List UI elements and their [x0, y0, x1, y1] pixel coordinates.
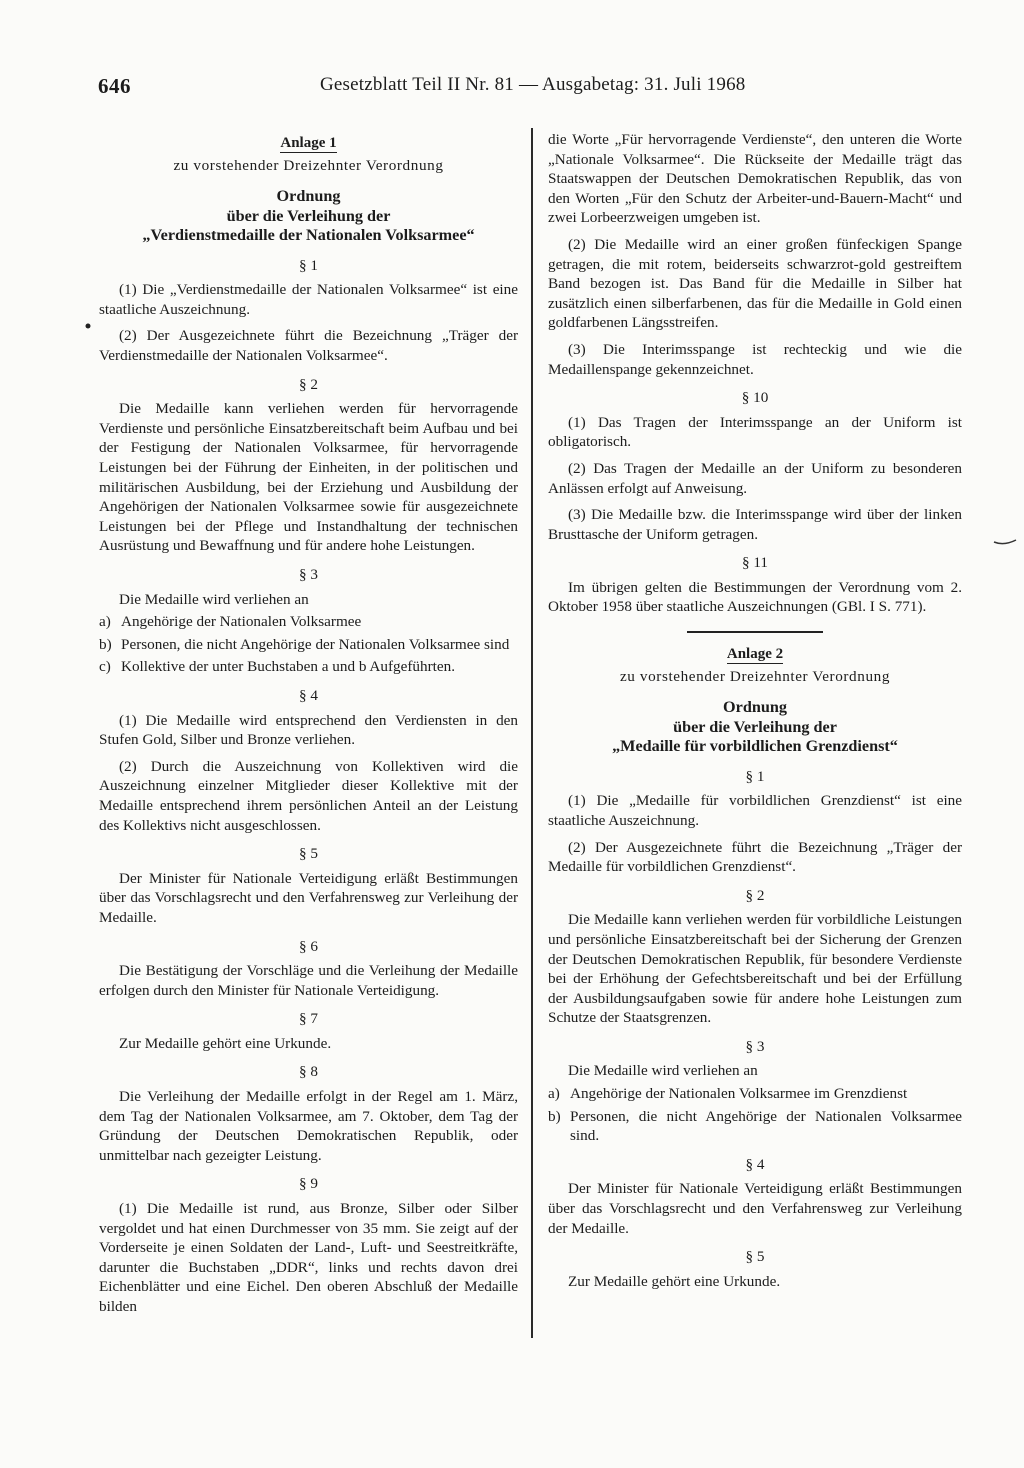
paragraph: (2) Der Ausgezeichnete führt die Bezeichnung „Träger der Verdienstmedaille der Nationalen Volksarmee“.	[99, 327, 518, 365]
page-header	[98, 74, 978, 104]
section-title: § 5	[299, 845, 318, 863]
anlage-2-heading: Anlage 2	[726, 646, 784, 663]
section-title: § 1	[299, 256, 318, 274]
paragraph: Die Bestätigung der Vorschläge und die Verleihung der Medaille erfolgen durch den Minister für Nationale Verteidigung.	[99, 962, 518, 999]
paragraph: (1) Die „Medaille für vorbildlichen Grenzdienst“ ist eine staatliche Auszeichnung.	[548, 792, 962, 829]
section-title: § 7	[299, 1010, 318, 1028]
anlage-1-heading: Anlage 1	[280, 135, 337, 151]
section-title: § 4	[745, 1155, 765, 1173]
paragraph: Die Medaille wird verliehen an	[119, 590, 309, 608]
anlage-1-subheading: zu vorstehender Dreizehnter Verordnung	[173, 156, 444, 174]
section-title: § 6	[299, 937, 318, 955]
section-title: § 10	[741, 389, 769, 407]
scan-dot-mark	[84, 322, 94, 332]
paragraph: (2) Der Ausgezeichnete führt die Bezeichnung „Träger der Medaille für vorbildlichen Grenzdienst“.	[548, 838, 962, 876]
section-title: § 2	[299, 375, 318, 393]
right-column	[548, 130, 962, 1298]
ordnung-2-title: Ordnung über die Verleihung der „Medaille für vorbildlichen Grenzdienst“	[612, 698, 898, 756]
section-title: § 9	[299, 1175, 318, 1193]
list-item: a) Angehörige der Nationalen Volksarmee im Grenzdienst	[548, 1085, 908, 1103]
ordnung-1-title: Ordnung über die Verleihung der „Verdienstmedaille der Nationalen Volksarmee“	[142, 187, 475, 245]
list-item: b) Personen, die nicht Angehörige der Nationalen Volksarmee sind.	[548, 1107, 962, 1145]
header-title: Gesetzblatt Teil II Nr. 81 — Ausgabetag: 31. Juli 1968	[320, 74, 746, 95]
column-divider	[531, 128, 533, 1338]
paragraph: (1) Die Medaille wird entsprechend den Verdiensten in den Stufen Gold, Silber und Bronze verliehen.	[99, 711, 518, 749]
paragraph: (3) Die Medaille bzw. die Interimsspange wird über der linken Brusttasche der Uniform getragen.	[548, 506, 962, 543]
paragraph: Zur Medaille gehört eine Urkunde.	[568, 1272, 781, 1290]
section-title: § 1	[745, 767, 765, 785]
paragraph: die Worte „Für hervorragende Verdienste“, den unteren die Worte „Nationale Volksarmee“. Die Rückseite der Medaille trägt das Staatswappen der Deutschen Demokratischen Republik, das von den Worten „Für den Schutz der Arbeiter-und-Bauern-Macht“ und zwei Lorbeerzweigen umgeben ist.	[548, 131, 962, 227]
section-title: § 5	[745, 1248, 765, 1266]
paragraph: (2) Durch die Auszeichnung von Kollektiven wird die Auszeichnung einzelner Mitglieder dieser Kollektive mit der Medaille entsprechend ihrem persönlichen Anteil an der Leistung des Kollektivs nicht ausgeschlossen.	[99, 757, 518, 834]
list-item: b) Personen, die nicht Angehörige der Nationalen Volksarmee sind	[99, 635, 510, 653]
paragraph: Zur Medaille gehört eine Urkunde.	[119, 1034, 332, 1052]
scan-stroke-mark	[992, 536, 1018, 548]
paragraph: Die Medaille wird verliehen an	[568, 1062, 758, 1080]
paragraph: (1) Die „Verdienstmedaille der Nationalen Volksarmee“ ist eine staatliche Auszeichnung.	[99, 281, 518, 318]
section-separator	[687, 631, 823, 633]
paragraph: (1) Die Medaille ist rund, aus Bronze, Silber oder Silber vergoldet und hat einen Durchmesser von 35 mm. Sie zeigt auf der Vorderseite je einen Soldaten der Land-, Luft- und Seestreitkräfte, darunter die Buchstaben „DDR“, links und rechts davon drei Eichenblätter und eine Eichel. Den oberen Abschluß der Medaille bilden	[99, 1200, 518, 1315]
section-title: § 3	[299, 566, 318, 583]
section-title: § 2	[745, 886, 765, 904]
page-number: 646	[98, 74, 131, 98]
paragraph: Die Verleihung der Medaille erfolgt in der Regel am 1. März, dem Tag der Nationalen Volksarmee, am 7. Oktober, dem Tag der Gründung der Deutschen Demokratischen Republik, oder unmittelbar nach gezeigter Leistung.	[99, 1088, 518, 1164]
section-title: § 4	[299, 686, 318, 704]
paragraph: (2) Die Medaille wird an einer großen fünfeckigen Spange getragen, die mit rotem, beiderseits schwarzrot-gold gestreiftem Band bezogen ist. Das Band für die Medaille in Silber hat zusätzlich einen silberfarbenen, das für die Medaille in Gold einen goldfarbenen Längsstreifen.	[548, 235, 962, 332]
list-item: c) Kollektive der unter Buchstaben a und b Aufgeführten.	[99, 658, 456, 676]
paragraph: Der Minister für Nationale Verteidigung erläßt Bestimmungen über das Vorschlagsrecht und den Verfahrensweg zur Verleihung der Medaille.	[548, 1180, 962, 1237]
paragraph: Der Minister für Nationale Verteidigung erläßt Bestimmungen über das Vorschlagsrecht und den Verfahrensweg zur Verleihung der Medaille.	[99, 869, 518, 926]
paragraph: Die Medaille kann verliehen werden für vorbildliche Leistungen und persönliche Einsatzbereitschaft bei der Sicherung der Grenzen der Deutschen Demokratischen Republik, für besondere Verdienste bei der Erhöhung der Gefechtsbereitschaft und bei der Erfüllung der Ausbildungsaufgaben sowie für andere hohe Leistungen zum Schutze der Staatsgrenzen.	[548, 911, 962, 1027]
section-title: § 3	[745, 1037, 765, 1055]
section-title: § 8	[299, 1063, 318, 1081]
left-column	[99, 130, 518, 1324]
paragraph: (3) Die Interimsspange ist rechteckig und wie die Medaillenspange gekennzeichnet.	[548, 340, 962, 378]
list-item: a) Angehörige der Nationalen Volksarmee	[99, 613, 362, 631]
anlage-2-subheading: zu vorstehender Dreizehnter Verordnung	[619, 667, 891, 685]
paragraph: (1) Das Tragen der Interimsspange an der Uniform ist obligatorisch.	[548, 413, 962, 451]
paragraph: (2) Das Tragen der Medaille an der Uniform zu besonderen Anlässen erfolgt auf Anweisung.	[548, 459, 962, 497]
paragraph: Die Medaille kann verliehen werden für hervorragende Verdienste und persönliche Einsatzbereitschaft beim Aufbau und bei der Festigung der Nationalen Volksarmee, für hervorragende Leistungen bei der Führung der Einheiten, in der politischen und militärischen Ausbildung, bei der Erziehung und Ausbildung der Angehörigen der Nationalen Volksarmee sowie für ausgezeichnete Leistungen bei der Pflege und Instandhaltung der technischen Ausrüstung und Bewaffnung und für andere hohe Leistungen.	[99, 400, 518, 555]
section-title: § 11	[741, 554, 768, 572]
paragraph: Im übrigen gelten die Bestimmungen der Verordnung vom 2. Oktober 1958 über staatliche Auszeichnungen (GBl. I S. 771).	[548, 578, 962, 616]
